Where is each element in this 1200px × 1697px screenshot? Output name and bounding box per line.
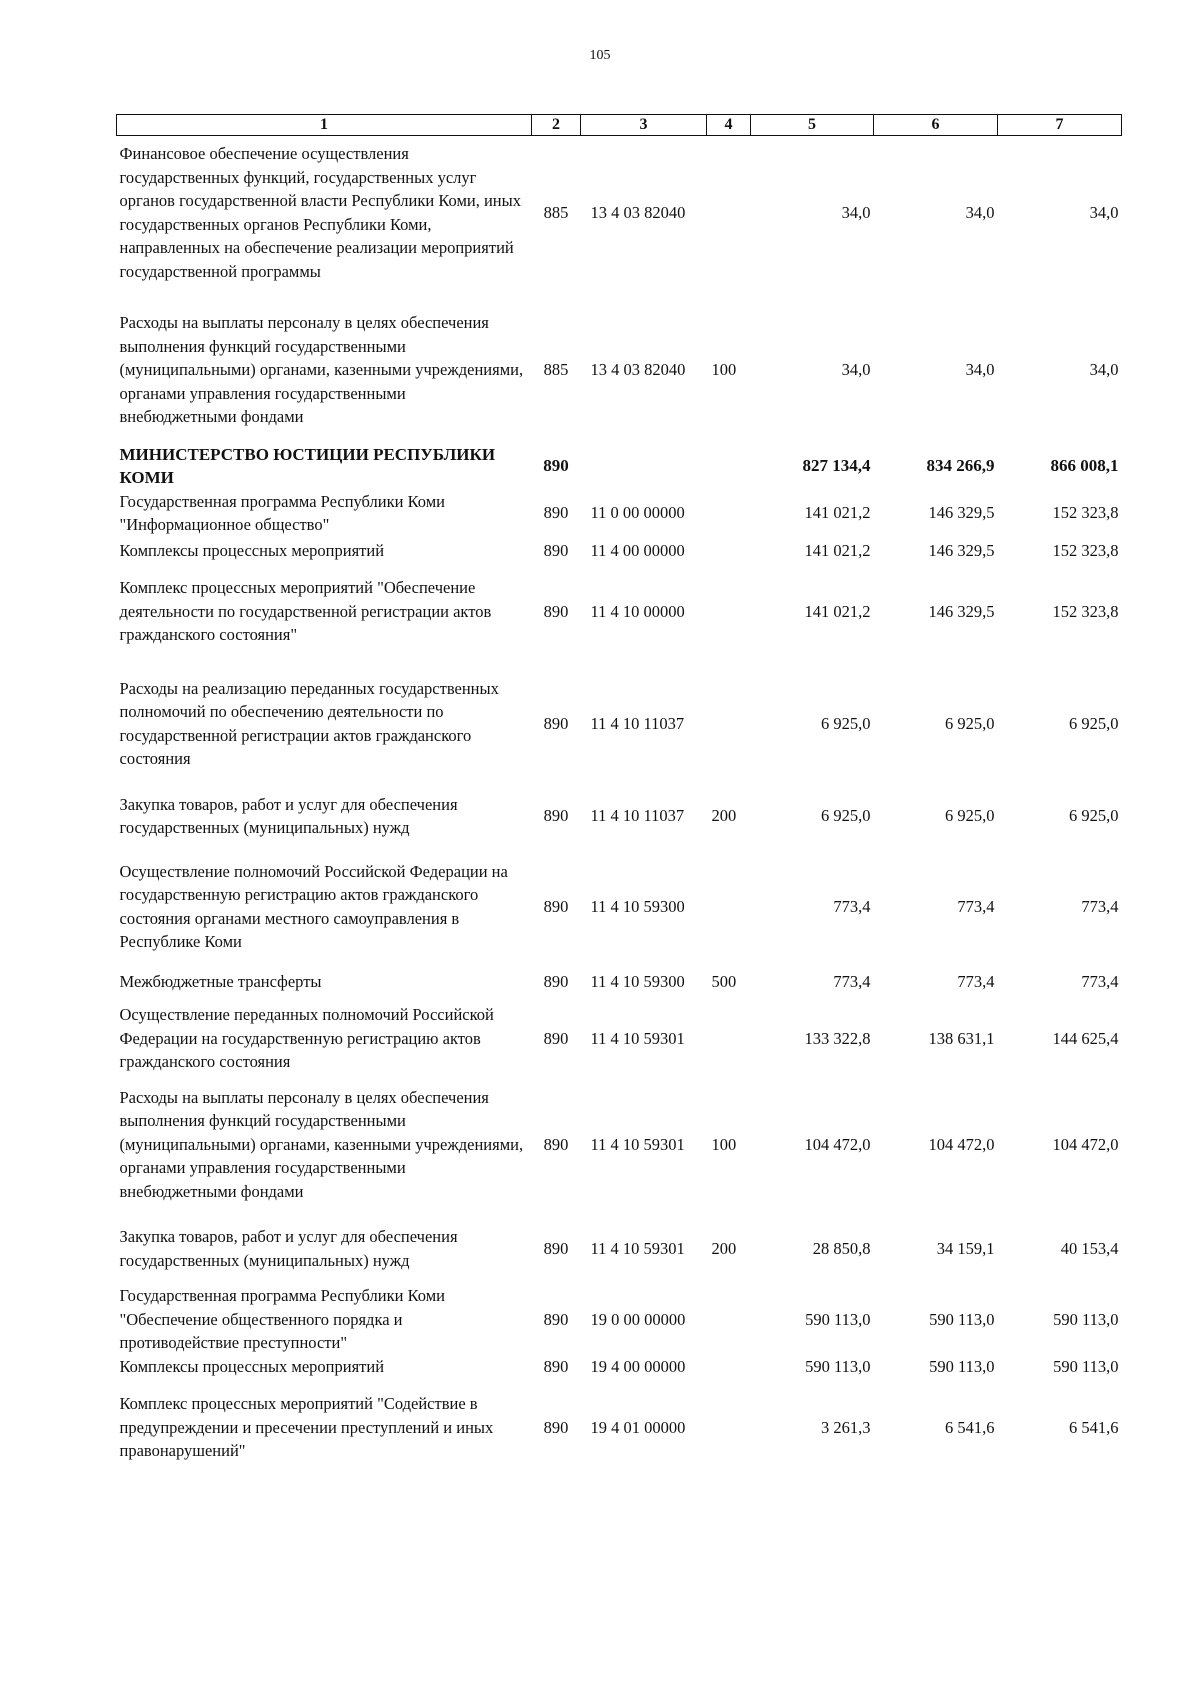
row-amount-col5: 827 134,4 — [802, 456, 871, 476]
row-amount-col6: 146 329,5 — [928, 503, 995, 523]
table-row — [117, 1282, 1122, 1355]
row-name: Осуществление переданных полномочий Российской Федерации на государственную регистрацию актов гражданского состояния — [119, 1005, 494, 1071]
row-name: Комплексы процессных мероприятий — [119, 1356, 385, 1376]
row-target-code: 11 4 10 00000 — [590, 601, 685, 621]
table-row — [117, 136, 1122, 300]
row-ved-code: 890 — [543, 1028, 569, 1048]
row-amount-col7: 6 541,6 — [1069, 1417, 1119, 1437]
row-amount-col7: 144 625,4 — [1052, 1028, 1119, 1048]
row-amount-col5: 28 850,8 — [812, 1238, 871, 1258]
table-row — [117, 789, 1122, 856]
table-row — [117, 1386, 1122, 1463]
row-expense-type: 100 — [711, 360, 737, 379]
row-target-code: 11 0 00 00000 — [590, 503, 685, 523]
row-amount-col7: 6 925,0 — [1069, 806, 1119, 826]
row-name: Осуществление полномочий Российской Федерации на государственную регистрацию актов гражданского состояния органами местного самоуправления в Республике Коми — [119, 861, 508, 951]
row-amount-col7: 152 323,8 — [1052, 503, 1119, 523]
row-target-code: 19 0 00 00000 — [590, 1309, 686, 1329]
row-amount-col6: 834 266,9 — [926, 456, 995, 476]
row-ved-code: 890 — [543, 713, 569, 733]
row-amount-col7: 34,0 — [1089, 360, 1119, 379]
row-ved-code: 885 — [543, 202, 569, 222]
row-amount-col5: 141 021,2 — [804, 601, 871, 621]
row-name: Расходы на выплаты персоналу в целях обеспечения выполнения функций государственными (муниципальными) органами, казенными учреждениями, органами управления государственными внебюджетными фондами — [119, 313, 524, 426]
row-amount-col6: 6 925,0 — [945, 806, 995, 826]
column-header: 6 — [874, 115, 998, 136]
row-amount-col7: 590 113,0 — [1053, 1309, 1119, 1329]
row-amount-col5: 141 021,2 — [804, 540, 871, 560]
row-amount-col7: 152 323,8 — [1052, 601, 1119, 621]
column-header: 3 — [581, 115, 707, 136]
row-amount-col5: 6 925,0 — [821, 713, 871, 733]
table-row — [117, 568, 1122, 665]
row-name: Комплекс процессных мероприятий "Содействие в предупреждении и пресечении преступлений и иных правонарушений" — [119, 1394, 494, 1460]
row-amount-col7: 590 113,0 — [1053, 1356, 1119, 1376]
row-target-code: 11 4 10 59300 — [590, 971, 685, 991]
table-row — [117, 1221, 1122, 1282]
row-amount-col6: 34,0 — [965, 202, 995, 222]
row-amount-col5: 6 925,0 — [821, 806, 871, 826]
table-header-row — [117, 115, 1122, 136]
table-row — [117, 1001, 1122, 1082]
row-amount-col6: 590 113,0 — [929, 1309, 995, 1329]
table-row — [117, 665, 1122, 789]
row-amount-col5: 34,0 — [841, 360, 871, 379]
row-name: Комплексы процессных мероприятий — [119, 540, 385, 560]
row-amount-col6: 6 541,6 — [945, 1417, 995, 1437]
row-amount-col6: 146 329,5 — [928, 601, 995, 621]
row-target-code: 11 4 10 59301 — [590, 1134, 685, 1154]
table-row — [117, 537, 1122, 569]
table-row — [117, 299, 1122, 439]
row-name: Государственная программа Республики Коми "Обеспечение общественного порядка и противодействие преступности" — [119, 1286, 445, 1352]
column-header: 5 — [751, 115, 874, 136]
row-name: Расходы на реализацию переданных государственных полномочий по обеспечению деятельности по государственной регистрации актов гражданского состояния — [119, 678, 499, 768]
table-row — [117, 1355, 1122, 1387]
row-name: Межбюджетные трансферты — [119, 971, 322, 991]
row-name: Государственная программа Республики Коми "Информационное общество" — [119, 491, 445, 534]
row-amount-col7: 773,4 — [1081, 896, 1119, 916]
table-row — [117, 1082, 1122, 1222]
row-ved-code: 890 — [543, 1309, 569, 1329]
column-header: 7 — [998, 115, 1122, 136]
row-amount-col5: 104 472,0 — [804, 1134, 871, 1154]
row-ved-code: 890 — [543, 1417, 569, 1437]
row-expense-type: 100 — [711, 1134, 737, 1154]
row-target-code: 11 4 00 00000 — [590, 540, 685, 560]
row-amount-col5: 590 113,0 — [805, 1309, 871, 1329]
page-number: 105 — [589, 48, 611, 63]
row-amount-col5: 590 113,0 — [805, 1356, 871, 1376]
row-ved-code: 890 — [543, 1238, 569, 1258]
column-header: 2 — [532, 115, 581, 136]
row-name: Комплекс процессных мероприятий "Обеспечение деятельности по государственной регистрации актов гражданского состояния" — [119, 578, 492, 644]
row-expense-type — [707, 1282, 751, 1355]
row-amount-col6: 590 113,0 — [929, 1356, 995, 1376]
row-amount-col6: 138 631,1 — [928, 1028, 995, 1048]
row-amount-col5: 773,4 — [833, 971, 871, 991]
row-expense-type: 500 — [711, 971, 737, 991]
column-header: 1 — [117, 115, 532, 136]
row-target-code: 11 4 10 59300 — [590, 896, 685, 916]
row-name: Закупка товаров, работ и услуг для обеспечения государственных (муниципальных) нужд — [119, 1227, 458, 1270]
row-ved-code: 890 — [543, 503, 569, 523]
row-name: МИНИСТЕРСТВО ЮСТИЦИИ РЕСПУБЛИКИ КОМИ — [119, 444, 496, 487]
row-expense-type — [707, 136, 751, 300]
row-expense-type — [707, 856, 751, 968]
row-amount-col5: 3 261,3 — [821, 1417, 871, 1437]
row-amount-col5: 141 021,2 — [804, 503, 871, 523]
row-ved-code: 890 — [543, 456, 569, 476]
row-amount-col5: 133 322,8 — [804, 1028, 871, 1048]
budget-table — [116, 114, 1122, 1463]
row-expense-type — [707, 537, 751, 569]
row-expense-type — [707, 568, 751, 665]
row-amount-col6: 104 472,0 — [928, 1134, 995, 1154]
row-amount-col6: 6 925,0 — [945, 713, 995, 733]
row-expense-type — [707, 1386, 751, 1463]
row-amount-col6: 34 159,1 — [936, 1238, 995, 1258]
row-expense-type — [707, 1355, 751, 1387]
table-row — [117, 439, 1122, 490]
row-expense-type — [707, 1001, 751, 1082]
row-expense-type — [707, 665, 751, 789]
row-target-code: 11 4 10 59301 — [590, 1028, 685, 1048]
row-amount-col5: 773,4 — [833, 896, 871, 916]
column-header: 4 — [707, 115, 751, 136]
row-ved-code: 890 — [543, 806, 569, 826]
row-ved-code: 885 — [543, 360, 569, 379]
row-target-code: 11 4 10 59301 — [590, 1238, 685, 1258]
row-name: Закупка товаров, работ и услуг для обеспечения государственных (муниципальных) нужд — [119, 794, 458, 837]
row-amount-col7: 866 008,1 — [1050, 456, 1119, 476]
row-target-code: 19 4 00 00000 — [590, 1356, 686, 1376]
row-target-code: 13 4 03 82040 — [590, 360, 686, 379]
row-target-code: 13 4 03 82040 — [590, 202, 686, 222]
table-row — [117, 490, 1122, 537]
row-target-code: 11 4 10 11037 — [590, 713, 685, 733]
row-amount-col7: 152 323,8 — [1052, 540, 1119, 560]
row-amount-col7: 104 472,0 — [1052, 1134, 1119, 1154]
row-target-code: 19 4 01 00000 — [590, 1417, 686, 1437]
row-expense-type: 200 — [711, 806, 737, 826]
row-amount-col7: 34,0 — [1089, 202, 1119, 222]
table-row — [117, 856, 1122, 968]
row-amount-col6: 146 329,5 — [928, 540, 995, 560]
row-ved-code: 890 — [543, 1134, 569, 1154]
row-amount-col6: 34,0 — [965, 360, 995, 379]
row-amount-col5: 34,0 — [841, 202, 871, 222]
row-amount-col7: 40 153,4 — [1060, 1238, 1119, 1258]
row-amount-col6: 773,4 — [957, 971, 995, 991]
row-ved-code: 890 — [543, 1356, 569, 1376]
row-name: Расходы на выплаты персоналу в целях обеспечения выполнения функций государственными (муниципальными) органами, казенными учреждениями, органами управления государственными внебюджетными фондами — [119, 1087, 524, 1201]
row-expense-type: 200 — [711, 1238, 737, 1258]
row-target-code — [581, 439, 707, 490]
row-amount-col6: 773,4 — [957, 896, 995, 916]
row-amount-col7: 6 925,0 — [1069, 713, 1119, 733]
row-expense-type — [707, 439, 751, 490]
row-target-code: 11 4 10 11037 — [590, 806, 685, 826]
row-ved-code: 890 — [543, 896, 569, 916]
table-row — [117, 968, 1122, 1002]
row-ved-code: 890 — [543, 540, 569, 560]
row-amount-col7: 773,4 — [1081, 971, 1119, 991]
row-name: Финансовое обеспечение осуществления государственных функций, государственных услуг органов государственной власти Республики Коми, иных государственных органов Республики Коми, направленных на обеспечение реализации мероприятий государственной программы — [119, 144, 521, 281]
row-ved-code: 890 — [543, 601, 569, 621]
row-expense-type — [707, 490, 751, 537]
row-ved-code: 890 — [543, 971, 569, 991]
